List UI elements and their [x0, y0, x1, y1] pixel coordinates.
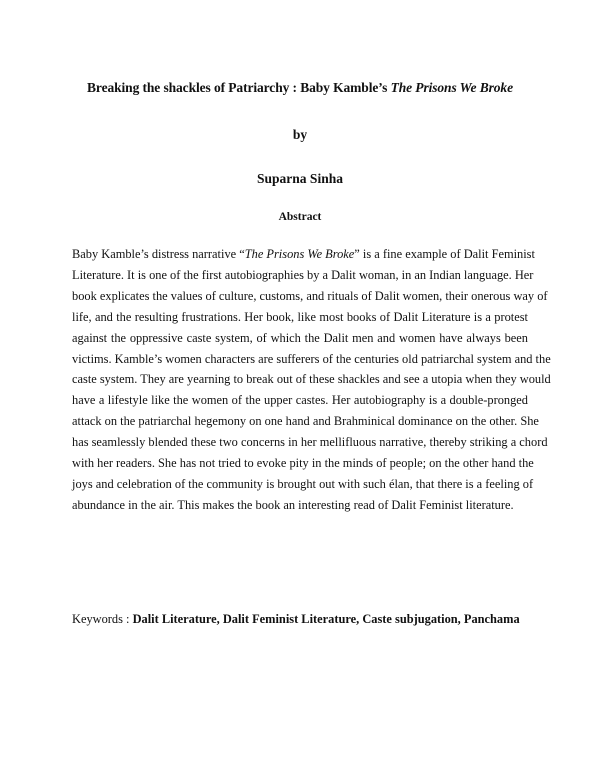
- abstract-line: [72, 265, 534, 286]
- abstract-line-text: have a lifestyle like the women of the upper castes. Her autobiography is a double-pronged: [72, 393, 528, 408]
- abstract-book-title: The Prisons We Broke: [244, 247, 355, 261]
- abstract-line: [72, 307, 528, 328]
- abstract-line: [72, 411, 539, 432]
- abstract-line-text: has seamlessly blended these two concerns in her mellifluous narrative, thereby striking a chord: [72, 435, 548, 450]
- abstract-line-text: attack on the patriarchal hegemony on one hand and Brahminical dominance on the other. She: [72, 414, 539, 429]
- keywords-label: Keywords :: [72, 612, 133, 626]
- abstract-line: [72, 453, 534, 474]
- abstract-line: [72, 349, 551, 370]
- abstract-line-text: victims. Kamble’s women characters are sufferers of the centuries old patriarchal system and the: [72, 351, 551, 366]
- abstract-heading: Abstract: [278, 211, 322, 223]
- abstract-line: [72, 474, 534, 495]
- abstract-line: [72, 286, 548, 307]
- abstract-line-text: caste system. They are yearning to break out of these shackles and see a utopia when they would: [72, 372, 551, 387]
- abstract-line: [72, 390, 528, 411]
- abstract-line-text: book explicates the values of culture, customs, and rituals of Dalit women, their onerous way of: [72, 288, 548, 303]
- paper-title: [0, 80, 600, 96]
- abstract-line: [72, 244, 535, 265]
- abstract-line-text: joys and celebration of the community is brought out with such élan, that there is a feeling of: [72, 476, 534, 491]
- abstract-line: [72, 432, 548, 453]
- keywords-line: [72, 612, 542, 627]
- abstract-line: [72, 369, 551, 390]
- abstract-body: [72, 244, 551, 516]
- abstract-line-text: against the oppressive caste system, of which the Dalit men and women have always been: [72, 330, 528, 345]
- keywords-list: Dalit Literature, Dalit Feminist Literature, Caste subjugation, Panchama: [132, 612, 520, 626]
- byline: by: [292, 127, 308, 142]
- abstract-line-text: with her readers. She has not tried to evoke pity in the minds of people; on the other hand the: [72, 456, 534, 471]
- abstract-line-text: ” is a fine example of Dalit Feminist: [354, 247, 535, 261]
- abstract-line-text: Literature. It is one of the first autobiographies by a Dalit woman, in an Indian language. Her: [72, 267, 534, 282]
- paper-title-text: Breaking the shackles of Patriarchy : Baby Kamble’s: [87, 80, 391, 95]
- abstract-line-text: life, and the resulting frustrations. Her book, like most books of Dalit Literature is a protest: [72, 309, 528, 324]
- author-name: Suparna Sinha: [257, 171, 343, 186]
- paper-title-book: The Prisons We Broke: [390, 80, 513, 95]
- abstract-line: [72, 495, 528, 516]
- abstract-line: [72, 328, 528, 349]
- abstract-line-text: abundance in the air. This makes the book an interesting read of Dalit Feminist literature.: [72, 497, 514, 512]
- abstract-line-text: Baby Kamble’s distress narrative “: [72, 247, 245, 261]
